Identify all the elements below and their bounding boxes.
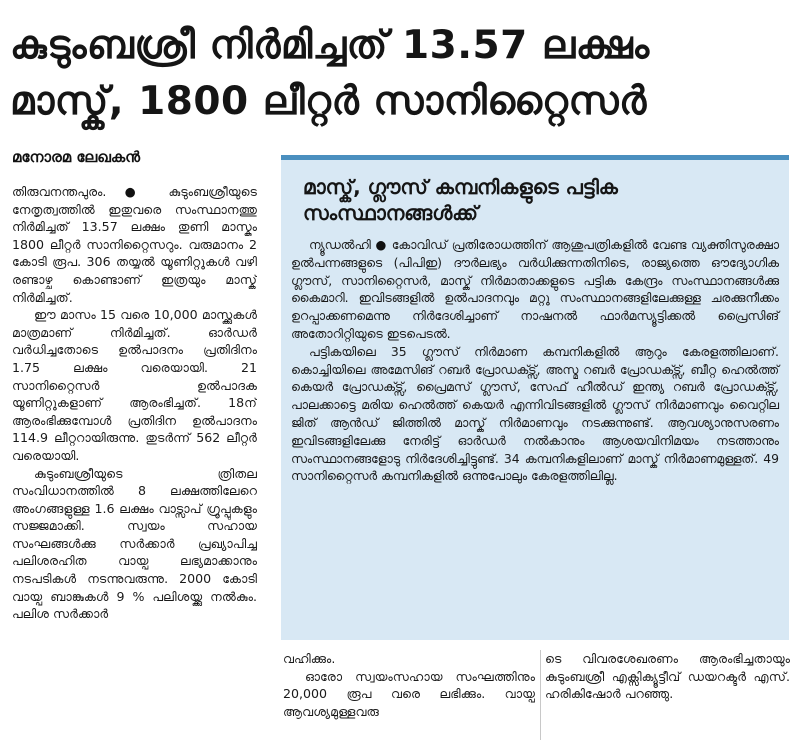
bottom-column-1 (283, 650, 535, 740)
sidebar-paragraph-2: പട്ടികയിലെ 35 ഗ്ലൗസ് നിർമാണ കമ്പനികളിൽ ആറും കേരളത്തിലാണ്. കൊച്ചിയിലെ അമേസിങ് റബർ പ്രോഡക്ട്സ്, അസ്മ റബർ പ്രോഡക്ട്സ്, ബീറ്റ ഹെൽത്ത് കെയർ പ്രോഡക്ട്സ്, പ്രൈമസ് ഗ്ലൗസ്, സേഫ് ഹീൽഡ് ഇന്ത്യ റബർ പ്രോഡക്ട്സ്, പാലക്കാട്ടെ മരിയ ഹെൽത്ത് കെയർ എന്നിവിടങ്ങളിൽ ഗ്ലൗസ് നിർമാണവും വൈറ്റില ജിത് ആൻഡ് ജിത്തിൽ മാസ്ക് നിർമാണവും നടക്കുന്നുണ്ട്. ആവശ്യാനുസരണം ഇവിടങ്ങളിലേക്കു നേരിട്ട് ഓർഡർ നൽകാനും ആശയവിനിമയം നടത്താനും സംസ്ഥാനങ്ങളോടു നിർദേശിച്ചിട്ടുണ്ട്. 34 കമ്പനികളിലാണ് മാസ്ക് നിർമാണമുള്ളത്. 49 സാനിറ്റൈസർ കമ്പനികളിൽ ഒന്നുപോലും കേരളത്തിലില്ല. (291, 343, 779, 484)
bottom-column-2 (545, 650, 790, 740)
left-paragraph-1: തിരുവനന്തപുരം. ● കുടുംബശ്രീയുടെ നേതൃത്വത്തിൽ ഇതുവരെ സംസ്ഥാനത്തു നിർമിച്ചത് 13.57 ലക്ഷം തുണി മാസ്കും 1800 ലീറ്റർ സാനിറ്റൈസറും. വരുമാനം 2 കോടി രൂപ. 306 തയ്യൽ യൂണിറ്റുകൾ വഴി രണ്ടാഴ്ച കൊണ്ടാണ് ഇത്രയും മാസ്ക് നിർമിച്ചത്. (12, 184, 257, 305)
left-p1-text: കുടുംബശ്രീയുടെ നേതൃത്വത്തിൽ ഇതുവരെ സംസ്ഥാനത്തു നിർമിച്ചത് 13.57 ലക്ഷം തുണി മാസ്കും 1800 ലീറ്റർ സാനിറ്റൈസറും. വരുമാനം 2 കോടി രൂപ. 306 തയ്യൽ യൂണിറ്റുകൾ വഴി രണ്ടാഴ്ച കൊണ്ടാണ് ഇത്രയും മാസ്ക് നിർമിച്ചത്. (12, 184, 257, 305)
left-column (12, 183, 257, 738)
sidebar-bullet-icon: ● (375, 237, 388, 252)
left-paragraph-3: കുടുംബശ്രീയുടെ ത്രിതല സംവിധാനത്തിൽ 8 ലക്ഷത്തിലേറെ അംഗങ്ങളുള്ള 1.6 ലക്ഷം വാട്സാപ് ഗ്രൂപ്പുകളും സജ്ജമാക്കി. സ്വയം സഹായ സംഘങ്ങൾക്കു സർക്കാർ പ്രഖ്യാപിച്ച പലിശരഹിത വായ്പ ലഭ്യമാക്കാനും നടപടികൾ നടന്നുവരുന്നു. 2000 കോടി വായ്പ ബാങ്കുകൾ 9 % പലിശയ്ക്കു നൽകും. പലിശ സർക്കാർ (12, 465, 257, 622)
bottom-col1-paragraph-2: ഓരോ സ്വയംസഹായ സംഘത്തിനും 20,000 രൂപ വരെ ലഭിക്കും. വായ്പ ആവശ്യമുള്ളവരു (283, 668, 535, 719)
column-divider (540, 650, 541, 740)
dateline: തിരുവനന്തപുരം (12, 184, 103, 199)
sidebar-p1-text: കോവിഡ് പ്രതിരോധത്തിന് ആശുപത്രികളിൽ വേണ്ട വ്യക്തിസുരക്ഷാ ഉൽപന്നങ്ങളുടെ (പിപിഇ) ദൗർലഭ്യം വർധിക്കുന്നതിനിടെ, രാജ്യത്തെ ഔദ്യോഗിക ഗ്ലൗസ്, സാനിറ്റൈസർ, മാസ്ക് നിർമാതാക്കളുടെ പട്ടിക കേന്ദ്രം സംസ്ഥാനങ്ങൾക്കു കൈമാറി. ഇവിടങ്ങളിൽ ഉൽപാദനവും മറ്റു സംസ്ഥാനങ്ങളിലേക്കുള്ള ചരക്കുനീക്കം ഉറപ്പാക്കണമെന്നു നിർദേശിച്ചാണ് നാഷനൽ ഫാർമസ്യൂട്ടിക്കൽ പ്രൈസിങ് അതോറിറ്റിയുടെ ഇടപെടൽ. (291, 237, 779, 341)
headline-line-1: കുടുംബശ്രീ നിർമിച്ചത് 13.57 ലക്ഷം (10, 23, 650, 68)
sidebar-title: മാസ്ക്, ഗ്ലൗസ് കമ്പനികളുടെ പട്ടിക സംസ്ഥാനങ്ങൾക്ക് (303, 175, 618, 225)
bottom-col1-paragraph-1: വഹിക്കും. (283, 651, 336, 666)
bullet-icon: ● (124, 184, 151, 199)
left-paragraph-2: ഈ മാസം 15 വരെ 10,000 മാസ്ക്കുകൾ മാത്രമാണ് നിർമിച്ചത്. ഓർഡർ വർധിച്ചതോടെ ഉൽപാദനം പ്രതിദിനം 1.75 ലക്ഷം വരെയായി. 21 സാനിറ്റൈസർ ഉൽപാദക യൂണിറ്റുകളാണ് ആരംഭിച്ചത്. 18ന് ആരംഭിക്കുമ്പോൾ പ്രതിദിന ഉൽപാദനം 114.9 ലീറ്ററായിരുന്നു. തുടർന്ന് 562 ലീറ്റർ വരെയായി. (12, 307, 257, 463)
sidebar-dateline: ന്യൂഡൽഹി (309, 237, 371, 252)
sidebar-paragraph-1 (291, 236, 779, 343)
headline (10, 18, 795, 130)
sidebar-box (281, 155, 789, 640)
sidebar-body (291, 236, 779, 485)
byline: മനോരമ ലേഖകൻ (12, 148, 141, 166)
bottom-col2-paragraph-1: ടെ വിവരശേഖരണം ആരംഭിച്ചതായും കുടുംബശ്രീ എക്സിക്യൂട്ടീവ് ഡയറക്ടർ എസ്. ഹരികിഷോർ പറഞ്ഞു. (545, 651, 790, 702)
headline-line-2: മാസ്ക്, 1800 ലീറ്റർ സാനിറ്റൈസർ (10, 79, 647, 124)
